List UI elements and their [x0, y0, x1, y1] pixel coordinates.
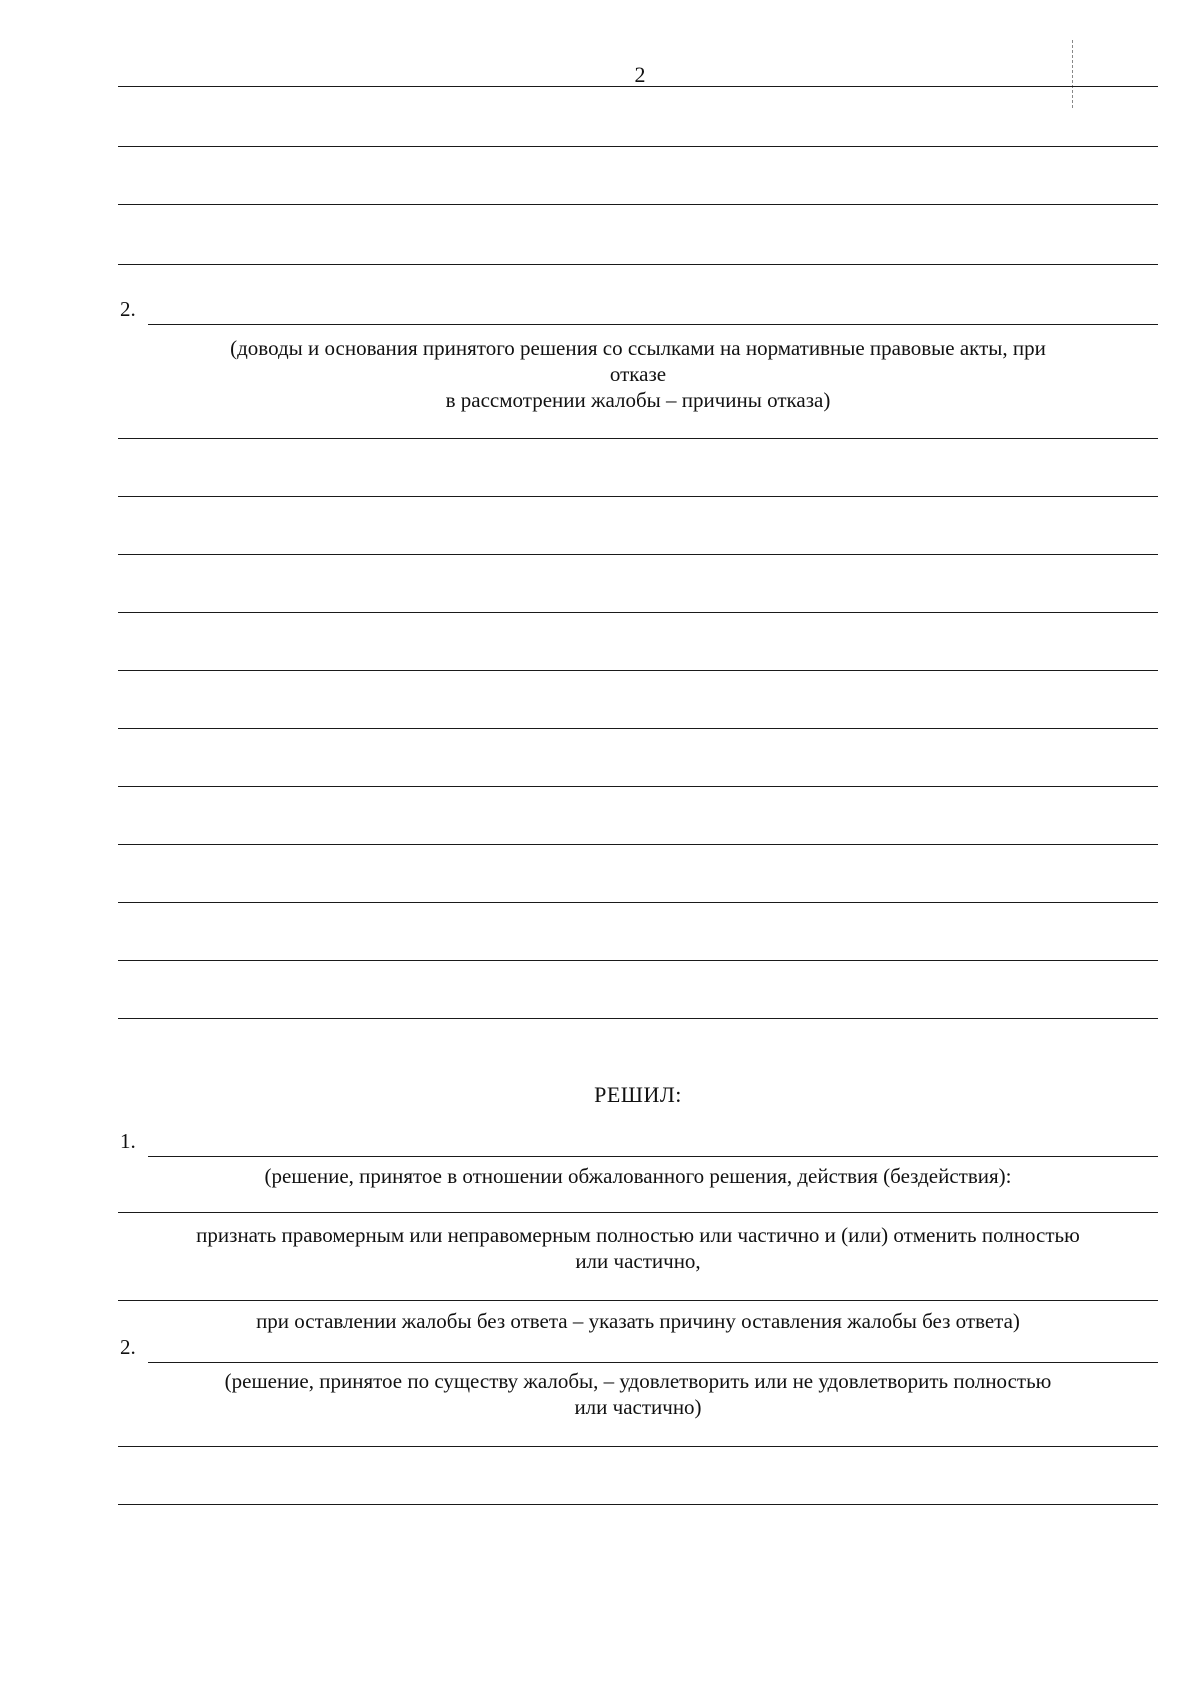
- blank-line[interactable]: [118, 960, 1158, 961]
- page-number: 2: [634, 62, 646, 87]
- blank-line[interactable]: [118, 1446, 1158, 1447]
- margin-dashed-mark: [1072, 40, 1073, 108]
- blank-line[interactable]: [118, 1018, 1158, 1019]
- decision-caption: (решение, принятое по существу жалобы, – удовлетворить или не удовлетворить полностью: [224, 1369, 1052, 1393]
- blank-line[interactable]: [118, 1504, 1158, 1505]
- blank-line[interactable]: [118, 438, 1158, 439]
- decision-input-line[interactable]: [148, 1362, 1158, 1363]
- blank-line[interactable]: [118, 554, 1158, 555]
- blank-line[interactable]: [118, 612, 1158, 613]
- reasons-caption: (доводы и основания принятого решения со ссылками на нормативные правовые акты, при: [230, 336, 1046, 360]
- reasons-input-line[interactable]: [148, 324, 1158, 325]
- blank-line[interactable]: [118, 264, 1158, 265]
- decision-caption: или частично,: [575, 1249, 701, 1273]
- blank-line[interactable]: [118, 1212, 1158, 1213]
- blank-line[interactable]: [118, 204, 1158, 205]
- blank-line[interactable]: [118, 146, 1158, 147]
- decision-caption: при оставлении жалобы без ответа – указать причину оставления жалобы без ответа): [256, 1309, 1020, 1333]
- blank-line[interactable]: [118, 1300, 1158, 1301]
- blank-line[interactable]: [118, 670, 1158, 671]
- blank-line[interactable]: [118, 86, 1158, 87]
- decision-caption: (решение, принятое в отношении обжалованного решения, действия (бездействия):: [264, 1164, 1012, 1188]
- blank-line[interactable]: [118, 728, 1158, 729]
- reasons-caption: в рассмотрении жалобы – причины отказа): [445, 388, 831, 412]
- item-number: 2.: [120, 1335, 136, 1359]
- item-number: 2.: [120, 297, 136, 321]
- decision-caption: или частично): [574, 1395, 702, 1419]
- blank-line[interactable]: [118, 786, 1158, 787]
- blank-line[interactable]: [118, 844, 1158, 845]
- blank-line[interactable]: [118, 496, 1158, 497]
- reasons-caption: отказе: [609, 362, 667, 386]
- blank-line[interactable]: [118, 902, 1158, 903]
- decision-caption: признать правомерным или неправомерным полностью или частично и (или) отменить полностью: [196, 1223, 1080, 1247]
- decision-heading: РЕШИЛ:: [594, 1082, 682, 1107]
- item-number: 1.: [120, 1129, 136, 1153]
- decision-input-line[interactable]: [148, 1156, 1158, 1157]
